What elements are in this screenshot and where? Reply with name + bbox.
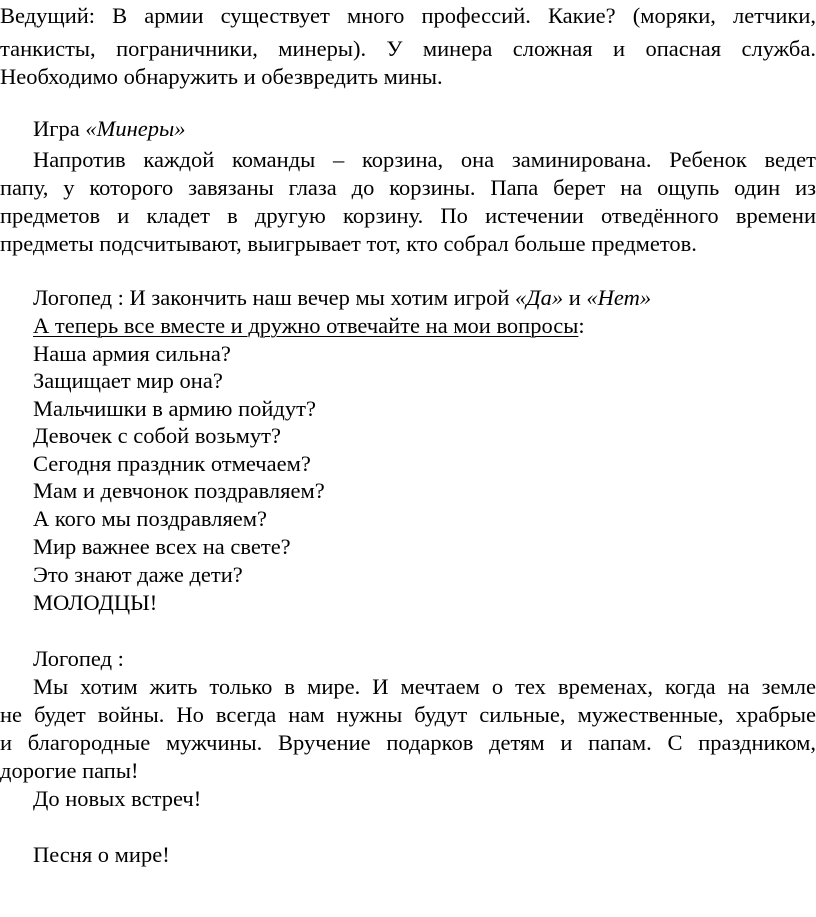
quiz-call — [0, 312, 816, 339]
game-line-3: предметов и кладет в другую корзину. По истечении отведённого времени — [0, 203, 816, 228]
game-heading — [0, 115, 816, 142]
game-label: Игра — [33, 116, 86, 141]
closing-line-4: дорогие папы! — [0, 758, 139, 783]
intro-line-2: танкисты, пограничники, минеры). У минера сложная и опасная служба. — [0, 36, 816, 61]
closing-line-2: не будет войны. Но всегда нам нужны будут сильные, мужественные, храбрые — [0, 702, 816, 727]
quiz-yes: «Да» — [515, 285, 564, 310]
game-name: «Минеры» — [85, 116, 186, 141]
intro-line-1: Ведущий: В армии существует много профессий. Какие? (моряки, летчики, — [0, 3, 816, 28]
quiz-question: Мир важнее всех на свете? — [33, 534, 291, 559]
quiz-call-text: А теперь все вместе и дружно отвечайте на мои вопросы — [33, 313, 579, 338]
closing-farewell: До новых встреч! — [33, 786, 202, 811]
game-line-1: Напротив каждой команды – корзина, она заминирована. Ребенок ведет — [33, 147, 816, 172]
closing-line-1: Мы хотим жить только в мире. И мечтаем о тех временах, когда на земле — [33, 674, 816, 699]
quiz-intro — [0, 284, 816, 311]
quiz-no: «Нет» — [586, 285, 652, 310]
closing-speaker: Логопед : — [33, 646, 124, 671]
quiz-question: Мам и девчонок поздравляем? — [33, 478, 325, 503]
quiz-question: Наша армия сильна? — [33, 341, 231, 366]
quiz-question: Сегодня праздник отмечаем? — [33, 451, 311, 476]
intro-line-3: Необходимо обнаружить и обезвредить мины. — [0, 64, 443, 89]
quiz-question: Защищает мир она? — [33, 368, 223, 393]
quiz-question: Мальчишки в армию пойдут? — [33, 396, 316, 421]
quiz-question: Девочек с собой возьмут? — [33, 423, 281, 448]
quiz-call-colon: : — [578, 313, 585, 338]
quiz-intro-text: Логопед : И закончить наш вечер мы хотим игрой — [33, 285, 516, 310]
game-line-4: предметы подсчитывают, выигрывает тот, кто собрал больше предметов. — [0, 231, 697, 256]
quiz-question: Это знают даже дети? — [33, 562, 243, 587]
quiz-question: А кого мы поздравляем? — [33, 506, 268, 531]
closing-line-3: и благородные мужчины. Вручение подарков детям и папам. С праздником, — [0, 730, 816, 755]
closing-song: Песня о мире! — [33, 842, 170, 867]
game-line-2: папу, у которого завязаны глаза до корзины. Папа берет на ощупь один из — [0, 175, 816, 200]
quiz-praise: МОЛОДЦЫ! — [33, 590, 158, 615]
quiz-and: и — [563, 285, 587, 310]
